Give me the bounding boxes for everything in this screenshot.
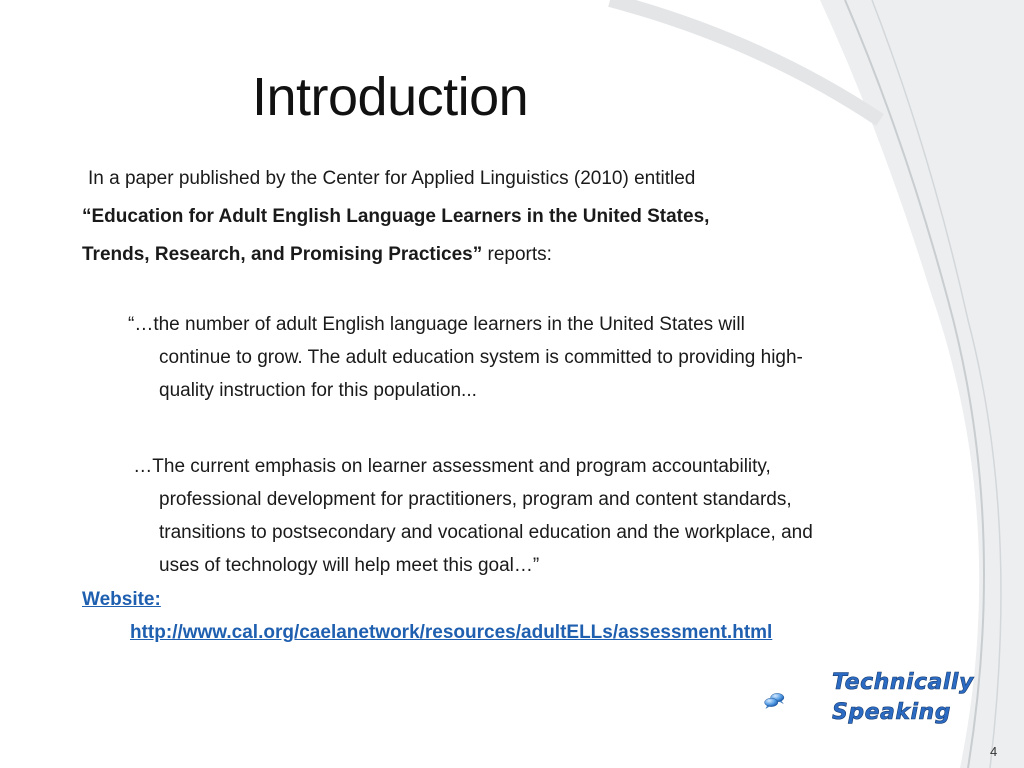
- quote-block-2: [128, 450, 958, 582]
- quote-2-line-1: …The current emphasis on learner assessment and program accountability,: [128, 456, 771, 477]
- page-number: 4: [990, 744, 998, 759]
- quote-2-line-2: professional development for practitioners, program and content standards,: [159, 489, 792, 510]
- logo-text-speaking: Speaking: [832, 700, 951, 725]
- website-label[interactable]: Website:: [82, 589, 161, 610]
- quote-1-line-2: continue to grow. The adult education system is committed to providing high-: [159, 347, 803, 368]
- paper-title-line-2: [82, 238, 552, 271]
- quote-2-line-4: uses of technology will help meet this goal…”: [159, 555, 540, 576]
- intro-line: In a paper published by the Center for Applied Linguistics (2010) entitled: [88, 168, 696, 189]
- quote-2-line-3: transitions to postsecondary and vocational education and the workplace, and: [159, 522, 813, 543]
- paper-title-bold: Trends, Research, and Promising Practices”: [82, 244, 483, 265]
- reports-text: reports:: [482, 244, 552, 265]
- logo-text-technically: Technically: [832, 670, 974, 695]
- slide-title: Introduction: [252, 67, 529, 127]
- speech-bubbles-icon: [764, 668, 834, 732]
- quote-block-1: [128, 308, 958, 407]
- quote-1-line-1: “…the number of adult English language learners in the United States will: [128, 314, 745, 335]
- quote-1-line-3: quality instruction for this population...: [159, 380, 477, 401]
- website-url-link[interactable]: http://www.cal.org/caelanetwork/resources/adultELLs/assessment.html: [130, 622, 773, 643]
- paper-title-line-1: “Education for Adult English Language Learners in the United States,: [82, 206, 710, 227]
